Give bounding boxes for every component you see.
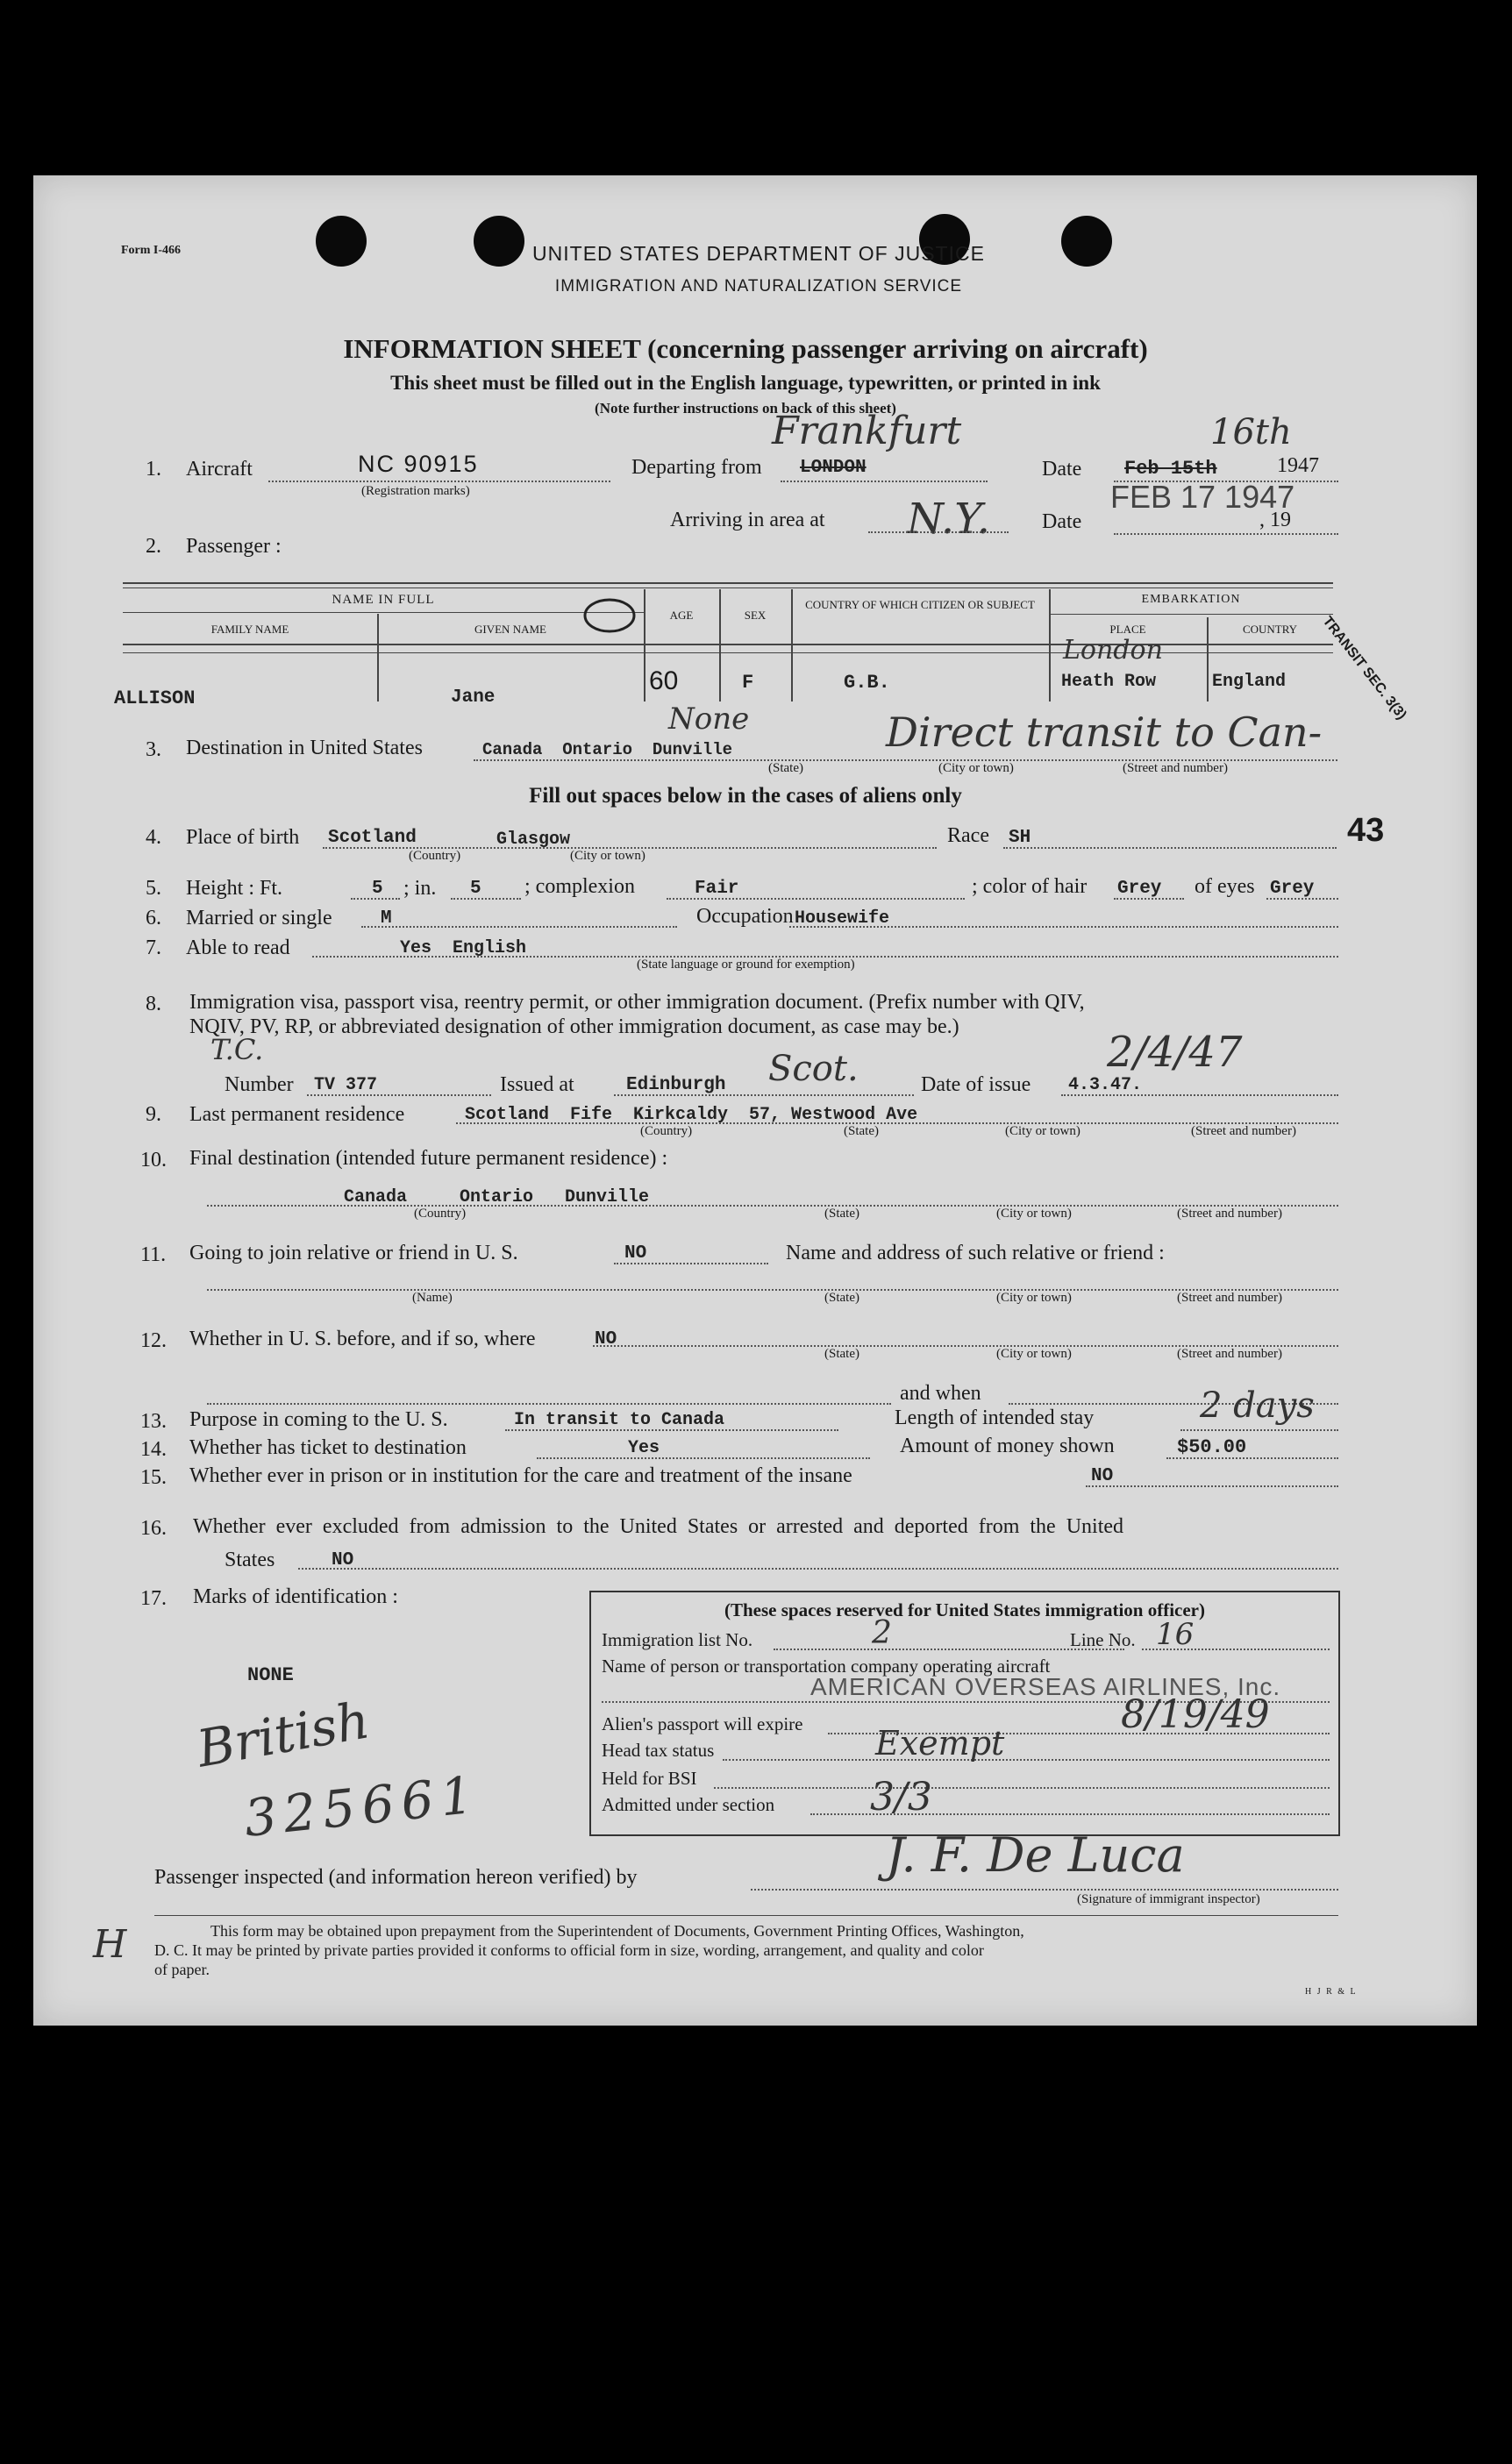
- caption-state: (State): [768, 761, 803, 775]
- caption-street: (Street and number): [1177, 1347, 1282, 1361]
- inches-label: ; in.: [403, 877, 437, 900]
- signature-caption: (Signature of immigrant inspector): [1077, 1892, 1260, 1906]
- aircraft-label: Aircraft: [186, 458, 253, 481]
- section-value: 3/3: [870, 1775, 932, 1820]
- section-label: Admitted under section: [602, 1794, 775, 1815]
- caption-country: (Country): [409, 849, 461, 863]
- stay-label: Length of intended stay: [895, 1406, 1095, 1429]
- officer-box: [589, 1591, 1340, 1836]
- purpose-label: Purpose in coming to the U. S.: [189, 1408, 448, 1431]
- aliens-heading: Fill out spaces below in the cases of aliens only: [529, 784, 962, 808]
- service-title: IMMIGRATION AND NATURALIZATION SERVICE: [554, 277, 963, 296]
- caption-street: (Street and number): [1123, 761, 1228, 775]
- destination-value: Canada Ontario Dunville: [482, 740, 733, 759]
- inspected-label: Passenger inspected (and information hereon verified) by: [154, 1866, 638, 1889]
- issue-date-handwritten: 2/4/47: [1107, 1028, 1243, 1077]
- occupation-value: Housewife: [795, 908, 890, 929]
- marks-handwritten-2: 325661: [241, 1764, 483, 1848]
- complexion-label: ; complexion: [524, 875, 635, 898]
- item-number: 12.: [140, 1329, 167, 1352]
- item-number: 2.: [146, 535, 161, 558]
- punch-hole: [316, 216, 367, 267]
- residence-label: Last permanent residence: [189, 1103, 405, 1126]
- footer-text-2: D. C. It may be printed by private parties provided it conforms to official form in size, wording, arrangement, and quality and color: [154, 1941, 984, 1959]
- marks-handwritten-1: British: [192, 1690, 374, 1779]
- arriving-handwritten: N.Y.: [907, 495, 990, 544]
- passport-value: 8/19/49: [1121, 1692, 1270, 1737]
- embarkation-place: Heath Row: [1061, 672, 1157, 692]
- headtax-label: Head tax status: [602, 1740, 715, 1761]
- final-destination-value: Canada Ontario Dunville: [344, 1187, 650, 1207]
- item-number: 4.: [146, 826, 161, 849]
- caption-state: (State): [824, 1347, 859, 1361]
- caption-city: (City or town): [996, 1207, 1072, 1221]
- header-place: PLACE: [1109, 623, 1146, 636]
- embarkation-country: England: [1212, 672, 1287, 692]
- caption-city: (City or town): [570, 849, 645, 863]
- read-label: Able to read: [186, 936, 290, 959]
- header-embarkation: EMBARKATION: [1141, 593, 1241, 606]
- before-value: NO: [595, 1329, 617, 1350]
- item-number: 10.: [140, 1149, 167, 1171]
- number-value: TV 377: [314, 1075, 378, 1095]
- number-handwritten: T.C.: [210, 1033, 264, 1066]
- issued-value: Edinburgh: [626, 1075, 726, 1095]
- line-label: Line No.: [1070, 1629, 1136, 1650]
- money-value: $50.00: [1177, 1436, 1247, 1458]
- departure-year: 1947: [1277, 454, 1319, 477]
- stay-value: 2 days: [1200, 1385, 1315, 1426]
- height-feet: 5: [372, 879, 383, 899]
- excluded-label-2: States: [225, 1549, 275, 1571]
- caption-city: (City or town): [938, 761, 1014, 775]
- item-number: 17.: [140, 1587, 167, 1610]
- registration-caption: (Registration marks): [361, 484, 470, 498]
- caption-state: (State): [824, 1207, 859, 1221]
- header-country-citizen: COUNTRY OF WHICH CITIZEN OR SUBJECT: [805, 598, 1035, 611]
- destination-none: None: [668, 701, 750, 737]
- item-number: 9.: [146, 1103, 161, 1126]
- item-number: 1.: [146, 458, 161, 481]
- arrival-year-prefix: , 19: [1259, 509, 1291, 531]
- arrival-date-stamp: FEB 17 1947: [1110, 479, 1295, 515]
- money-label: Amount of money shown: [900, 1435, 1115, 1457]
- header-given-name: GIVEN NAME: [474, 623, 546, 636]
- caption-name: (Name): [412, 1291, 453, 1305]
- eyes-value: Grey: [1270, 879, 1315, 899]
- height-label: Height : Ft.: [186, 877, 283, 900]
- passenger-sex: F: [742, 672, 754, 694]
- footer-code: H J R & L: [1305, 1987, 1358, 1997]
- ticket-value: Yes: [628, 1438, 660, 1458]
- header-age: AGE: [669, 609, 694, 622]
- item-number: 6.: [146, 907, 161, 929]
- issue-date-value: 4.3.47.: [1068, 1075, 1143, 1095]
- item-number: 16.: [140, 1517, 167, 1540]
- issue-date-label: Date of issue: [921, 1073, 1031, 1096]
- prison-label: Whether ever in prison or in institution for the care and treatment of the insane: [189, 1464, 852, 1487]
- join-label: Going to join relative or friend in U. S.: [189, 1242, 518, 1264]
- destination-label: Destination in United States: [186, 737, 423, 759]
- join-value: NO: [624, 1243, 647, 1264]
- header-sex: SEX: [744, 609, 767, 622]
- bsi-label: Held for BSI: [602, 1768, 697, 1789]
- list-value: 2: [872, 1615, 892, 1651]
- read-value: Yes English: [400, 938, 527, 958]
- caption-country: (Country): [640, 1124, 693, 1138]
- document-text-2: NQIV, PV, RP, or abbreviated designation of other immigration document, as case may be.): [189, 1015, 959, 1038]
- caption-street: (Street and number): [1177, 1207, 1282, 1221]
- transit-stamp: TRANSIT SEC. 3(3): [1319, 614, 1409, 723]
- item-number: 7.: [146, 936, 161, 959]
- ticket-label: Whether has ticket to destination: [189, 1436, 467, 1459]
- header-family-name: FAMILY NAME: [210, 623, 289, 636]
- aircraft-value: NC 90915: [358, 451, 479, 477]
- marks-label: Marks of identification :: [193, 1585, 398, 1608]
- departing-typed: LONDON: [800, 458, 867, 478]
- passenger-age: 60: [649, 666, 679, 695]
- departure-date: Feb 15th: [1124, 458, 1217, 480]
- page-note: (Note further instructions on back of this sheet): [595, 400, 896, 417]
- circle-mark: [579, 593, 640, 637]
- race-value: SH: [1009, 828, 1031, 848]
- number-label: Number: [225, 1073, 294, 1096]
- date-label: Date: [1042, 458, 1082, 481]
- hair-value: Grey: [1117, 879, 1162, 899]
- before-label: Whether in U. S. before, and if so, where: [189, 1328, 536, 1350]
- inspector-signature: J. F. De Luca: [886, 1827, 1185, 1883]
- excluded-label: Whether ever excluded from admission to the United States or arrested and deported from the United: [193, 1515, 1124, 1538]
- headtax-value: Exempt: [875, 1724, 1005, 1763]
- passenger-family-name: ALLISON: [114, 687, 196, 709]
- hair-label: ; color of hair: [972, 875, 1088, 898]
- header-name-in-full: NAME IN FULL: [332, 593, 435, 607]
- birth-country: Scotland: [328, 828, 417, 848]
- item-number: 8.: [146, 993, 161, 1015]
- final-destination-label: Final destination (intended future permanent residence) :: [189, 1147, 668, 1170]
- departing-handwritten: Frankfurt: [772, 409, 962, 453]
- read-caption: (State language or ground for exemption): [637, 958, 855, 972]
- footer-text-3: of paper.: [154, 1961, 210, 1978]
- item-number: 5.: [146, 877, 161, 900]
- caption-country: (Country): [414, 1207, 467, 1221]
- caption-state: (State): [824, 1291, 859, 1305]
- footer-text-1: This form may be obtained upon prepayment from the Superintendent of Documents, Government Printing Offices, Washington,: [210, 1922, 1024, 1940]
- excluded-value: NO: [332, 1550, 354, 1570]
- item-number: 13.: [140, 1410, 167, 1433]
- married-label: Married or single: [186, 907, 332, 929]
- passenger-given-name: Jane: [451, 687, 496, 708]
- departing-label: Departing from: [631, 456, 762, 479]
- arriving-label: Arriving in area at: [670, 509, 825, 531]
- relative-label: Name and address of such relative or friend :: [786, 1242, 1165, 1264]
- list-label: Immigration list No.: [602, 1629, 753, 1650]
- married-value: M: [381, 908, 392, 929]
- caption-state: (State): [844, 1124, 879, 1138]
- item-number: 11.: [140, 1243, 167, 1266]
- purpose-value: In transit to Canada: [514, 1410, 725, 1430]
- form-number: Form I-466: [121, 244, 182, 257]
- caption-city: (City or town): [1005, 1124, 1081, 1138]
- caption-city: (City or town): [996, 1347, 1072, 1361]
- passenger-label: Passenger :: [186, 535, 282, 558]
- department-title: UNITED STATES DEPARTMENT OF JUSTICE: [532, 242, 985, 265]
- birthplace-label: Place of birth: [186, 826, 300, 849]
- and-when-label: and when: [900, 1382, 981, 1405]
- margin-number: 43: [1347, 812, 1385, 849]
- passenger-citizen: G.B.: [844, 672, 890, 694]
- complexion-value: Fair: [695, 879, 739, 899]
- caption-street: (Street and number): [1191, 1124, 1296, 1138]
- height-inches: 5: [470, 879, 481, 899]
- item-number: 15.: [140, 1466, 167, 1489]
- line-value: 16: [1156, 1617, 1195, 1652]
- margin-mark: H: [93, 1922, 127, 1967]
- document-text-1: Immigration visa, passport visa, reentry permit, or other immigration document. (Prefix number with QIV,: [189, 991, 1085, 1014]
- page-subtitle: This sheet must be filled out in the English language, typewritten, or printed in ink: [390, 372, 1101, 394]
- caption-city: (City or town): [996, 1291, 1072, 1305]
- passport-label: Alien's passport will expire: [602, 1713, 803, 1734]
- header-emb-country: COUNTRY: [1242, 623, 1298, 636]
- race-label: Race: [947, 824, 989, 847]
- place-handwritten: London: [1063, 635, 1163, 666]
- caption-street: (Street and number): [1177, 1291, 1282, 1305]
- company-stamp: AMERICAN OVERSEAS AIRLINES, Inc.: [810, 1673, 1281, 1700]
- issued-label: Issued at: [500, 1073, 574, 1096]
- occupation-label: Occupation: [696, 905, 794, 928]
- company-label: Name of person or transportation company operating aircraft: [602, 1656, 1051, 1677]
- page-title: INFORMATION SHEET (concerning passenger arriving on aircraft): [343, 333, 1148, 364]
- item-number: 14.: [140, 1438, 167, 1461]
- residence-value: Scotland Fife Kirkcaldy 57, Westwood Ave: [465, 1105, 918, 1125]
- issued-handwritten: Scot.: [768, 1049, 859, 1089]
- destination-handwritten: Direct transit to Can-: [886, 709, 1323, 756]
- birth-city: Glasgow: [496, 830, 571, 850]
- arrival-date-label: Date: [1042, 510, 1082, 533]
- prison-value: NO: [1091, 1466, 1114, 1486]
- date-handwritten: 16th: [1210, 412, 1292, 452]
- eyes-label: of eyes: [1195, 875, 1255, 898]
- officer-box-heading: (These spaces reserved for United States immigration officer): [724, 1599, 1205, 1620]
- marks-value: NONE: [247, 1664, 294, 1686]
- item-number: 3.: [146, 738, 161, 761]
